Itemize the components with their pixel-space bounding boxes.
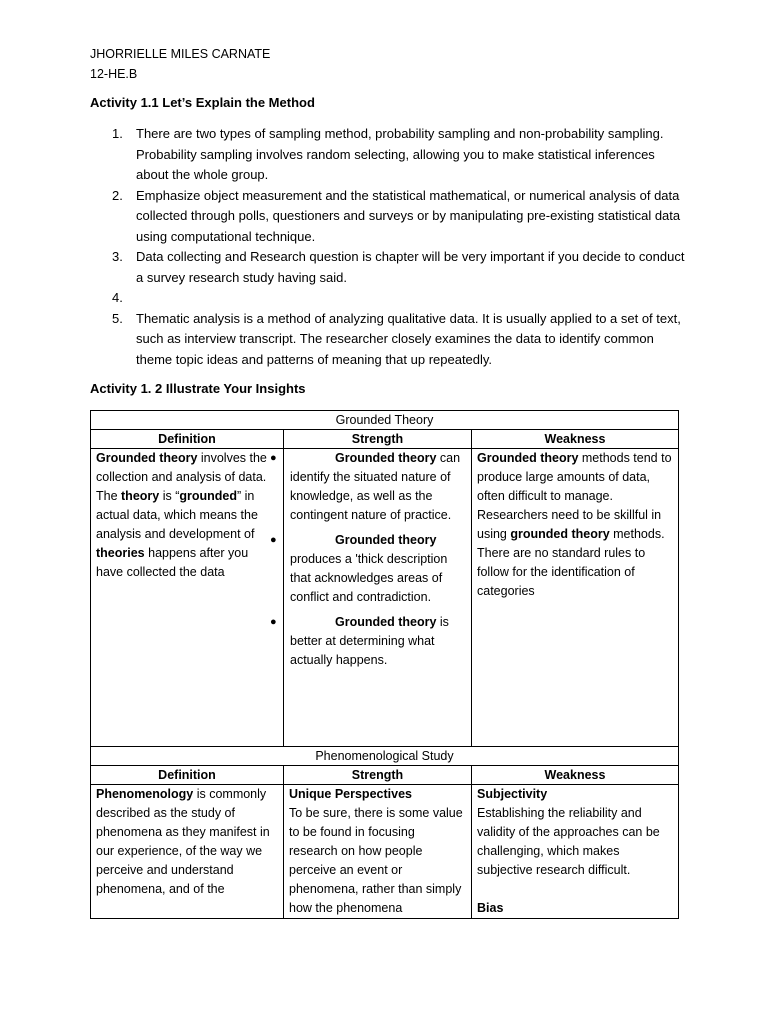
- list-item: ● Grounded theory produces a 'thick description that acknowledges areas of conflict and contradiction.: [270, 533, 448, 604]
- bullet-icon: ●: [270, 534, 277, 546]
- bullet-icon: ●: [270, 616, 277, 628]
- weakness-cell: Grounded theory methods tend to produce large amounts of data, often difficult to manage. Researchers need to be skillful in using grounded theory methods. There are no standard rules to follow for the identification of categories: [472, 449, 679, 747]
- activity-1-list: [90, 124, 690, 370]
- list-item: ● Grounded theory is better at determining what actually happens.: [270, 615, 449, 667]
- list-item: 3. Data collecting and Research question is chapter will be very important if you decide to conduct a survey research study having said.: [112, 249, 685, 285]
- bullet-icon: ●: [270, 452, 277, 464]
- column-header: Weakness: [472, 766, 679, 785]
- table-title: Phenomenological Study: [91, 747, 679, 766]
- activity-1-title: Activity 1.1 Let’s Explain the Method: [90, 95, 315, 110]
- column-header: Weakness: [472, 430, 679, 449]
- table-title: Grounded Theory: [91, 411, 679, 430]
- definition-cell: Grounded theory involves the collection and analysis of data. The theory is “grounded” in actual data, which means the analysis and development of theories happens after you have collected the data: [91, 449, 284, 747]
- activity-2-title: Activity 1. 2 Illustrate Your Insights: [90, 381, 306, 396]
- list-item: 4.: [112, 290, 123, 305]
- strength-heading: Unique Perspectives: [289, 787, 412, 801]
- weakness-heading: Subjectivity: [477, 787, 548, 801]
- list-item: 1. There are two types of sampling method, probability sampling and non-probability sampling. Probability sampling involves random selecting, allowing you to make statistical inferences about the whole group.: [112, 126, 664, 182]
- column-header: Definition: [91, 766, 284, 785]
- list-item: ● Grounded theory can identify the situated nature of knowledge, as well as the contingent nature of practice.: [270, 451, 461, 522]
- weakness-cell: Subjectivity Establishing the reliability and validity of the approaches can be challenging, which makes subjective research difficult. Bias: [472, 785, 679, 919]
- column-header: Strength: [284, 430, 472, 449]
- definition-cell: Phenomenology is commonly described as the study of phenomena as they manifest in our experience, of the way we perceive and understand phenomena, and of the: [91, 785, 284, 919]
- weakness-heading: Bias: [477, 901, 504, 915]
- column-header: Definition: [91, 430, 284, 449]
- student-name: JHORRIELLE MILES CARNATE: [90, 47, 271, 61]
- list-item: 2. Emphasize object measurement and the statistical mathematical, or numerical analysis of data collected through polls, questioners and surveys or by manipulating pre-existing statistical data using computational technique.: [112, 187, 681, 244]
- grounded-theory-table: [90, 410, 679, 919]
- student-section: 12-HE.B: [90, 67, 138, 81]
- strength-cell: [270, 449, 472, 747]
- strength-cell: Unique Perspectives To be sure, there is some value to be found in focusing research on how people perceive an event or phenomena, rather than simply how the phenomena: [284, 785, 472, 919]
- list-item: 5. Thematic analysis is a method of analyzing qualitative data. It is usually applied to a set of text, such as interview transcript. The researcher closely examines the data to identify common theme topic ideas and patterns of meaning that up repeatedly.: [112, 310, 681, 367]
- column-header: Strength: [284, 766, 472, 785]
